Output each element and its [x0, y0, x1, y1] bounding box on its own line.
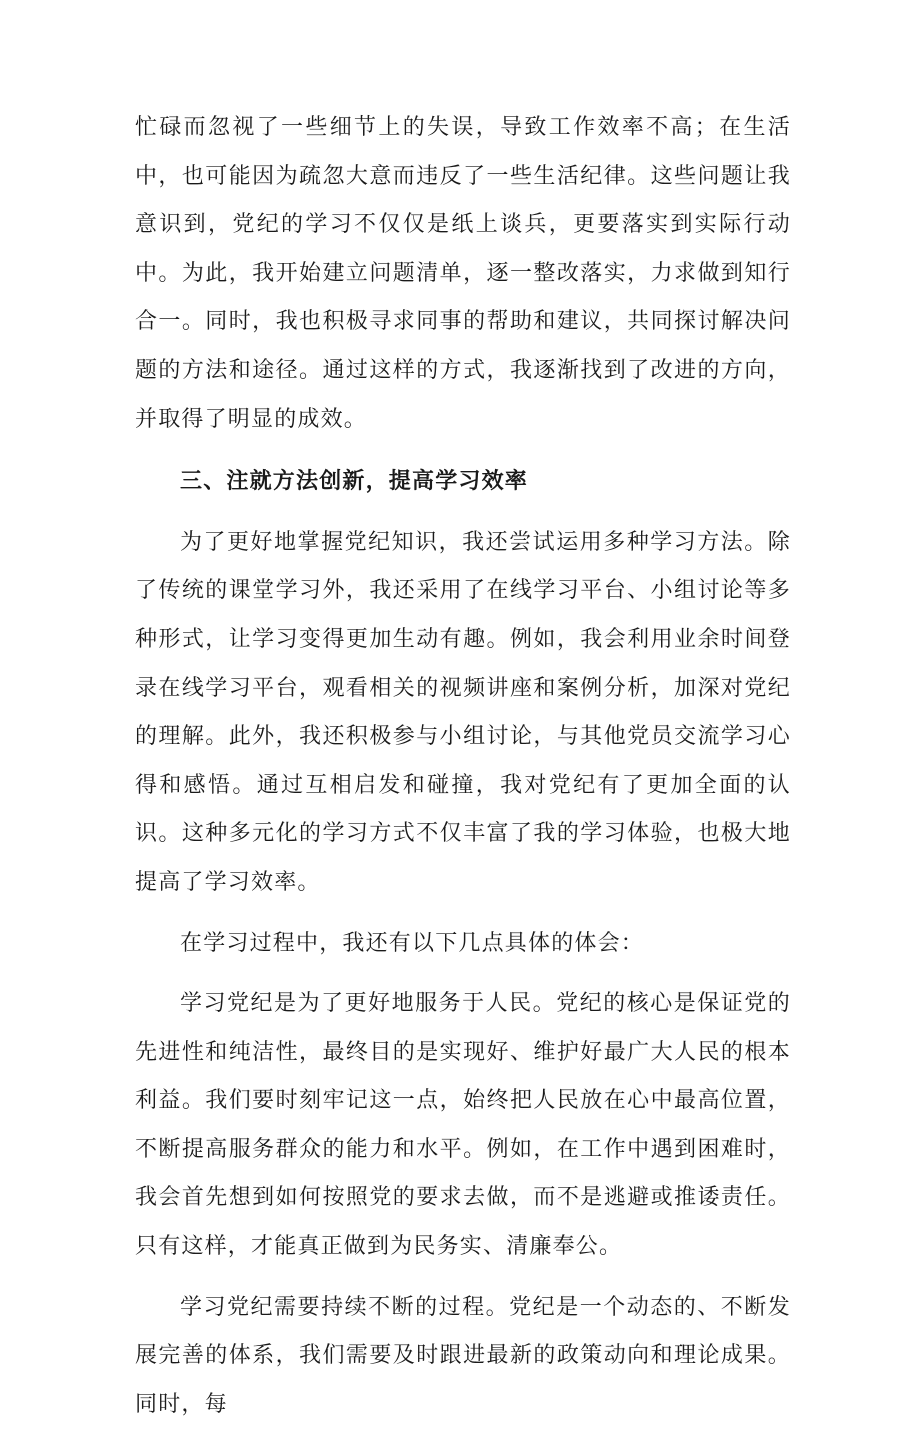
paragraph: 学习党纪是为了更好地服务于人民。党纪的核心是保证党的先进性和纯洁性，最终目的是实现好、维护好最广大人民的根本利益。我们要时刻牢记这一点，始终把人民放在心中最高位置，不断提高服务群众的能力和水平。例如，在工作中遇到困难时，我会首先想到如何按照党的要求去做，而不是逃避或推诿责任。只有这样，才能真正做到为民务实、清廉奉公。 — [135, 991, 791, 1260]
paragraph: 在学习过程中，我还有以下几点具体的体会： — [180, 930, 645, 956]
document-body — [135, 104, 791, 1429]
paragraph: 学习党纪需要持续不断的过程。党纪是一个动态的、不断发展完善的体系，我们需要及时跟进最新的政策动向和理论成果。同时，每 — [135, 1294, 791, 1417]
paragraph-continuation: 忙碌而忽视了一些细节上的失误，导致工作效率不高；在生活中，也可能因为疏忽大意而违反了一些生活纪律。这些问题让我意识到，党纪的学习不仅仅是纸上谈兵，更要落实到实际行动中。为此，我开始建立问题清单，逐一整改落实，力求做到知行合一。同时，我也积极寻求同事的帮助和建议，共同探讨解决问题的方法和途径。通过这样的方式，我逐渐找到了改进的方向，并取得了明显的成效。 — [135, 115, 791, 432]
paragraph: 为了更好地掌握党纪知识，我还尝试运用多种学习方法。除了传统的课堂学习外，我还采用了在线学习平台、小组讨论等多种形式，让学习变得更加生动有趣。例如，我会利用业余时间登录在线学习平台，观看相关的视频讲座和案例分析，加深对党纪的理解。此外，我还积极参与小组讨论，与其他党员交流学习心得和感悟。通过互相启发和碰撞，我对党纪有了更加全面的认识。这种多元化的学习方式不仅丰富了我的学习体验，也极大地提高了学习效率。 — [135, 529, 791, 895]
section-heading: 三、注就方法创新，提高学习效率 — [180, 469, 529, 495]
